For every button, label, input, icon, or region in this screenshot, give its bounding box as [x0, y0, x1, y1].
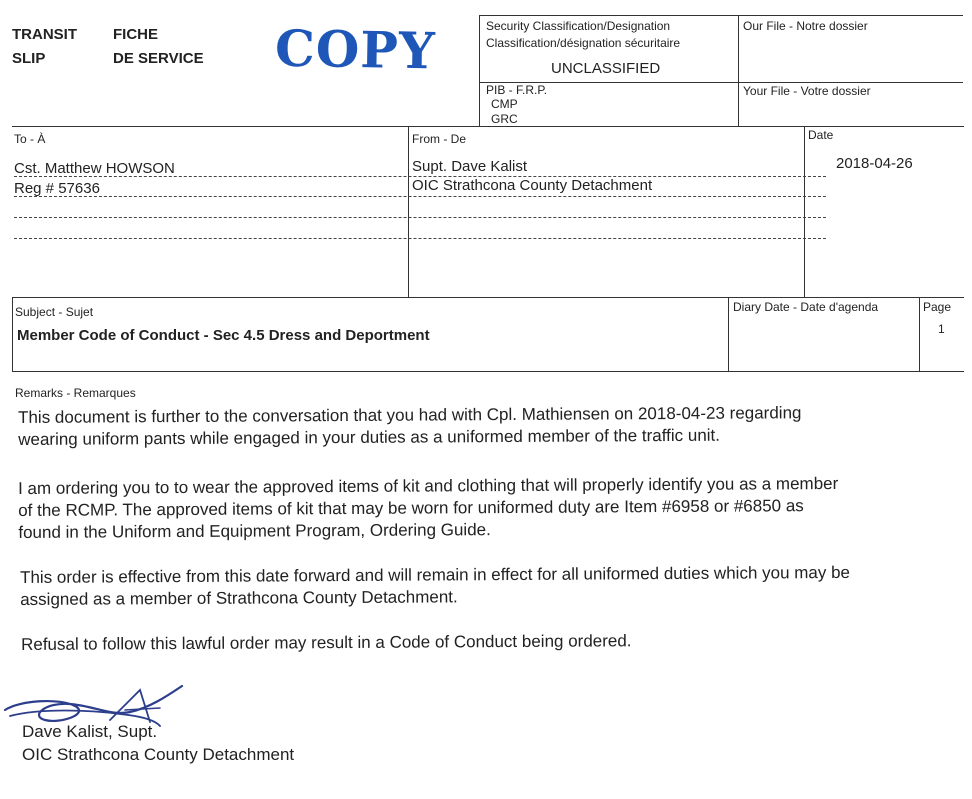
signature-title: OIC Strathcona County Detachment [22, 745, 295, 764]
our-file-label: Our File - Notre dossier [743, 19, 868, 33]
to-block-bottom-border [12, 297, 964, 298]
from-label: From - De [412, 132, 466, 146]
security-value: UNCLASSIFIED [551, 60, 661, 77]
de-service-label: DE SERVICE [113, 50, 204, 67]
your-file-label: Your File - Votre dossier [743, 84, 871, 98]
top-border [479, 15, 963, 16]
pib-label: PIB - F.R.P. [486, 83, 548, 97]
slip-label: SLIP [12, 50, 46, 67]
security-bottom-border [479, 82, 963, 83]
remarks-p1-line1: This document is further to the conversation that you had with Cpl. Mathiensen on 2018-04-23 regarding [18, 403, 802, 427]
signature-name: Dave Kalist, Supt. [22, 722, 158, 741]
pib-grc: GRC [491, 112, 518, 126]
remarks-p3-line1: This order is effective from this date forward and will remain in effect for all uniformed duties which you may be [20, 562, 851, 587]
diary-page-divider [919, 297, 920, 371]
remarks-p2-line3: found in the Uniform and Equipment Program, Ordering Guide. [18, 520, 491, 542]
remarks-label: Remarks - Remarques [15, 386, 136, 400]
subject-bottom-border [12, 371, 964, 372]
remarks-paragraph-2 [18, 473, 839, 544]
remarks-paragraph-3 [20, 562, 850, 611]
subject-label: Subject - Sujet [15, 305, 94, 319]
to-from-divider [408, 126, 409, 297]
remarks-p1-line2: wearing uniform pants while engaged in your duties as a uniformed member of the traffic unit. [18, 425, 721, 449]
security-label-line1: Security Classification/Designation [486, 19, 671, 33]
subject-diary-divider [728, 297, 729, 371]
transit-label: TRANSIT [12, 26, 77, 43]
remarks-p2-line1: I am ordering you to to wear the approved items of kit and clothing that will properly identify you as a member [18, 473, 839, 498]
subject-value: Member Code of Conduct - Sec 4.5 Dress and Deportment [17, 327, 430, 344]
page-label: Page [923, 300, 952, 314]
subject-left-border [12, 297, 13, 371]
security-label-line2: Classification/désignation sécuritaire [486, 36, 681, 50]
to-dotted-line-1 [14, 176, 826, 177]
remarks-p2-line2: of the RCMP. The approved items of kit that may be worn for uniformed duty are Item #6958 or #6850 as [18, 496, 804, 520]
pib-cmp: CMP [491, 97, 518, 111]
remarks-p4-line1: Refusal to follow this lawful order may result in a Code of Conduct being ordered. [21, 631, 632, 654]
date-value: 2018-04-26 [836, 155, 913, 172]
to-reg: Reg # 57636 [14, 180, 100, 197]
to-name: Cst. Matthew HOWSON [14, 160, 175, 177]
remarks-paragraph-4 [21, 630, 632, 656]
from-date-divider [804, 126, 805, 297]
to-dotted-line-3 [14, 217, 826, 218]
remarks-paragraph-1 [18, 402, 802, 451]
remarks-p3-line2: assigned as a member of Strathcona County Detachment. [20, 587, 458, 609]
security-right-border [738, 15, 739, 126]
to-label: To - À [14, 132, 46, 146]
to-dotted-line-2 [14, 196, 826, 197]
date-label: Date [808, 128, 834, 142]
from-name: Supt. Dave Kalist [412, 158, 528, 175]
security-left-border [479, 15, 480, 126]
to-dotted-line-4 [14, 238, 826, 239]
fiche-label: FICHE [113, 26, 158, 43]
to-block-top-border [12, 126, 964, 127]
diary-date-label: Diary Date - Date d'agenda [733, 300, 879, 314]
page-value: 1 [938, 322, 945, 336]
copy-stamp: COPY [274, 18, 437, 81]
from-title: OIC Strathcona County Detachment [412, 177, 653, 194]
